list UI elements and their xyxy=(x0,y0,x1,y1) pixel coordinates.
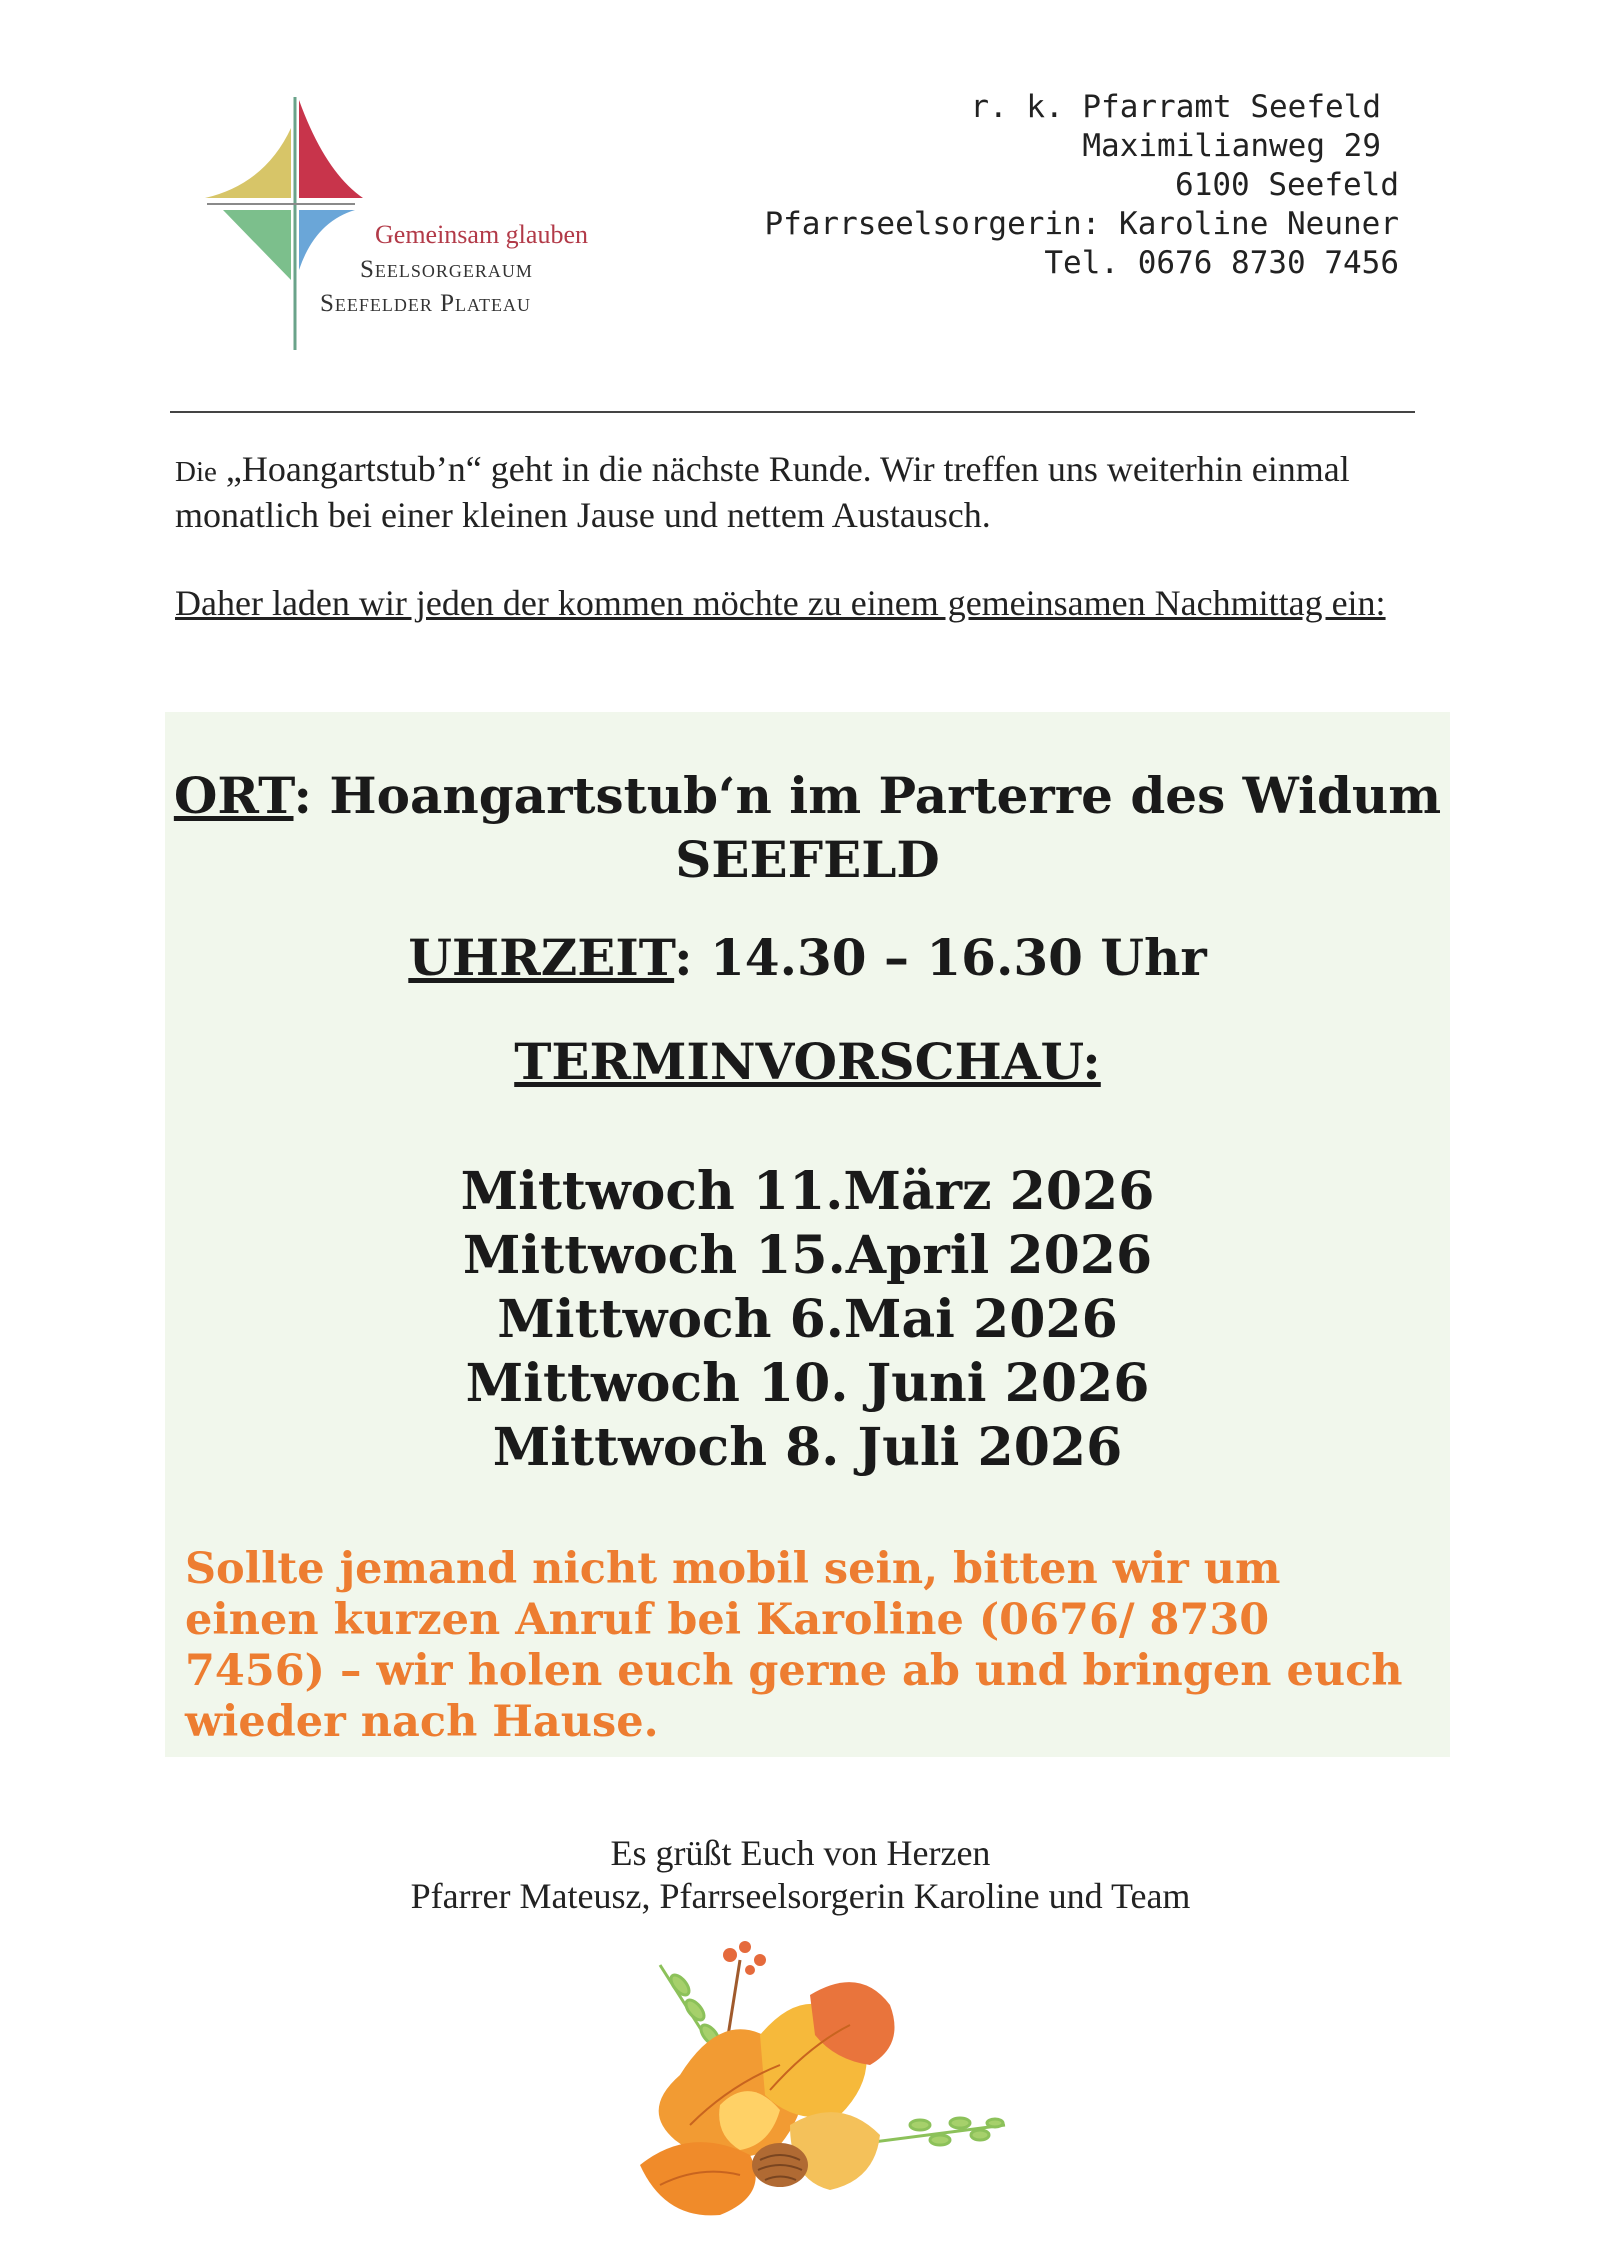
logo-name-line2: Seefelder Plateau xyxy=(320,290,532,317)
date-item: Mittwoch 8. Juli 2026 xyxy=(492,1417,1123,1478)
location-value: : Hoangartstub‘n im Parterre des Widum SEEFELD xyxy=(293,766,1442,889)
parish-logo xyxy=(195,92,615,362)
logo-name-line1: Seelsorgeraum xyxy=(360,256,533,283)
time-value: : 14.30 – 16.30 Uhr xyxy=(674,928,1207,987)
address-contact-person: Pfarrseelsorgerin: Karoline Neuner xyxy=(764,206,1399,242)
intro-lead: Die xyxy=(175,456,217,488)
transport-notice: Sollte jemand nicht mobil sein, bitten wir um einen kurzen Anruf bei Karoline (0676/ 8730 7456) – wir holen euch gerne ab und bringen euch wieder nach Hause. xyxy=(185,1544,1403,1747)
autumn-leaves-icon xyxy=(620,1925,1020,2235)
signature-line: Pfarrer Mateusz, Pfarrseelsorgerin Karoline und Team xyxy=(410,1876,1191,1916)
time-heading xyxy=(165,926,1450,990)
intro-text: „Hoangartstub’n“ geht in die nächste Runde. Wir treffen uns weiterhin einmal monatlich bei einer kleinen Jause und nettem Austausch. xyxy=(175,449,1350,535)
header-divider xyxy=(170,411,1415,413)
autumn-leaves-illustration xyxy=(620,1925,1020,2235)
event-info-box xyxy=(165,712,1450,1757)
address-street: Maximilianweg 29 xyxy=(1082,128,1381,164)
date-item: Mittwoch 11.März 2026 xyxy=(460,1161,1155,1222)
logo-tagline: Gemeinsam glauben xyxy=(375,220,588,249)
closing-greeting xyxy=(0,1832,1601,1918)
address-office: r. k. Pfarramt Seefeld xyxy=(970,89,1381,125)
location-label: ORT xyxy=(173,766,294,825)
parish-address xyxy=(764,88,1399,283)
address-city: 6100 Seefeld xyxy=(1175,167,1399,203)
date-item: Mittwoch 15.April 2026 xyxy=(462,1225,1153,1286)
date-list xyxy=(165,1160,1450,1480)
intro-paragraph xyxy=(175,448,1430,537)
date-item: Mittwoch 10. Juni 2026 xyxy=(465,1353,1150,1414)
invitation-text: Daher laden wir jeden der kommen möchte zu einem gemeinsamen Nachmittag ein: xyxy=(175,583,1386,623)
location-heading xyxy=(165,764,1450,892)
time-label: UHRZEIT xyxy=(408,928,675,987)
schedule-label: TERMINVORSCHAU: xyxy=(514,1032,1101,1091)
date-item: Mittwoch 6.Mai 2026 xyxy=(497,1289,1118,1350)
greeting-line: Es grüßt Euch von Herzen xyxy=(610,1833,991,1873)
schedule-heading xyxy=(165,1030,1450,1094)
address-phone: Tel. 0676 8730 7456 xyxy=(1044,245,1399,281)
